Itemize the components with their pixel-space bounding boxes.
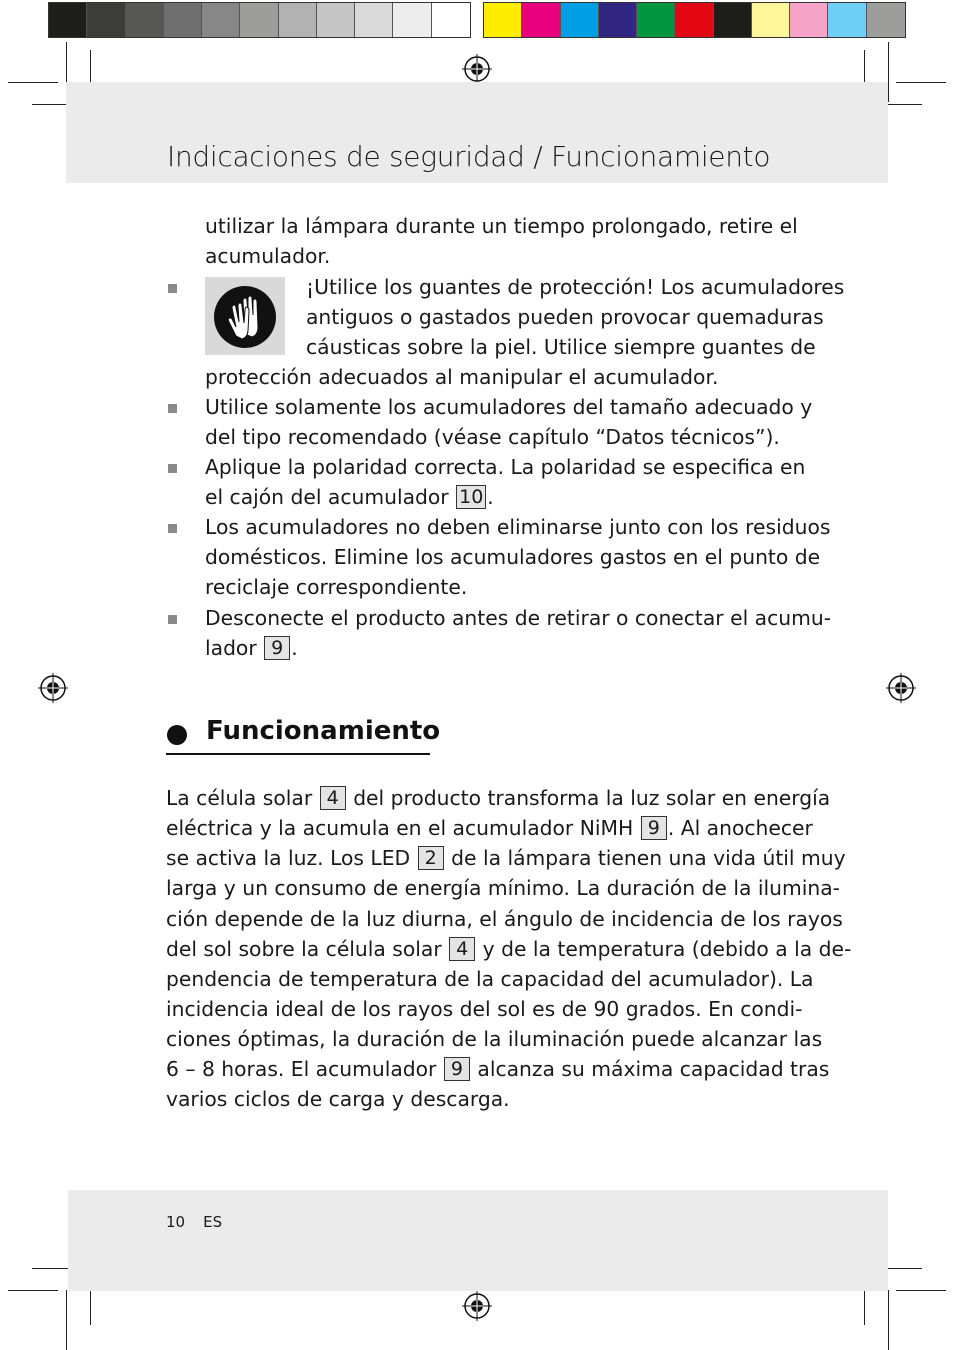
bullet-marker	[168, 404, 177, 413]
part-reference-badge: 9	[264, 636, 290, 660]
paragraph-line: ción depende de la luz diurna, el ángulo de incidencia de los rayos	[166, 907, 843, 931]
bullet-marker	[168, 284, 177, 293]
registration-mark-icon	[462, 1291, 492, 1321]
color-swatch	[561, 3, 599, 37]
color-swatch	[522, 3, 560, 37]
crop-mark	[66, 1290, 67, 1350]
page-title: Indicaciones de seguridad / Funcionamiento	[167, 140, 771, 173]
text-fragment: del sol sobre la célula solar	[166, 937, 442, 961]
paragraph-line: utilizar la lámpara durante un tiempo prolongado, retire el	[205, 214, 798, 238]
footer-band	[68, 1190, 888, 1291]
protective-gloves-icon	[205, 277, 285, 355]
paragraph-line: acumulador.	[205, 244, 331, 268]
part-reference-badge: 9	[641, 816, 667, 840]
crop-mark	[864, 1285, 865, 1325]
paragraph-line: protección adecuados al manipular el acumulador.	[205, 365, 719, 389]
color-swatch	[790, 3, 828, 37]
bullet-marker	[168, 524, 177, 533]
text-fragment: La célula solar	[166, 786, 313, 810]
text-fragment: 6 – 8 horas. El acumulador	[166, 1057, 437, 1081]
section-underline	[166, 753, 430, 755]
paragraph-line: pendencia de temperatura de la capacidad del acumulador). La	[166, 967, 814, 991]
bullet-marker	[168, 615, 177, 624]
section-bullet-icon	[167, 725, 187, 745]
paragraph-line	[205, 482, 494, 512]
bullet-marker	[168, 464, 177, 473]
color-swatch	[87, 3, 125, 37]
page-number: 10	[166, 1213, 186, 1231]
crop-mark	[32, 1268, 72, 1269]
paragraph-line: Desconecte el producto antes de retirar o conectar el acumu-	[205, 606, 832, 630]
part-reference-badge: 10	[456, 485, 486, 509]
paragraph-line: incidencia ideal de los rayos del sol es de 90 grados. En condi-	[166, 997, 803, 1021]
paragraph-line: del tipo recomendado (véase capítulo “Datos técnicos”).	[205, 425, 780, 449]
text-fragment: y de la temperatura (debido a la de-	[482, 937, 852, 961]
paragraph-line: Aplique la polaridad correcta. La polaridad se especifica en	[205, 455, 806, 479]
color-swatch	[828, 3, 866, 37]
color-swatch	[867, 3, 905, 37]
section-heading: Funcionamiento	[206, 716, 441, 746]
crop-mark	[896, 82, 946, 83]
color-swatch	[202, 3, 240, 37]
color-swatch	[279, 3, 317, 37]
color-swatch	[599, 3, 637, 37]
crop-mark	[90, 1285, 91, 1325]
crop-mark	[882, 104, 922, 105]
color-swatch	[484, 3, 522, 37]
paragraph-line: varios ciclos de carga y descarga.	[166, 1087, 510, 1111]
crop-mark	[888, 1290, 889, 1350]
paragraph-line	[166, 813, 813, 843]
text-fragment: se activa la luz. Los LED	[166, 846, 411, 870]
color-swatch	[164, 3, 202, 37]
paragraph-line: domésticos. Elimine los acumuladores gastos en el punto de	[205, 545, 821, 569]
gloves-pictogram	[205, 277, 285, 355]
paragraph-line: Utilice solamente los acumuladores del tamaño adecuado y	[205, 395, 813, 419]
paragraph-line	[166, 783, 830, 813]
text-fragment: .	[487, 485, 494, 509]
crop-mark	[8, 1290, 58, 1291]
paragraph-line	[166, 1054, 829, 1084]
text-fragment: del producto transforma la luz solar en energía	[353, 786, 831, 810]
crop-mark	[882, 1268, 922, 1269]
color-swatch	[355, 3, 393, 37]
paragraph-line: antiguos o gastados pueden provocar quemaduras	[306, 305, 824, 329]
part-reference-badge: 4	[449, 937, 475, 961]
grayscale-color-bar	[48, 2, 471, 38]
registration-mark-icon	[38, 673, 68, 703]
color-swatch	[752, 3, 790, 37]
color-swatch	[393, 3, 431, 37]
text-fragment: . Al anochecer	[667, 816, 813, 840]
paragraph-line	[166, 934, 851, 964]
text-fragment: .	[291, 636, 298, 660]
text-fragment: alcanza su máxima capacidad tras	[477, 1057, 830, 1081]
crop-mark	[8, 82, 58, 83]
crop-mark	[896, 1290, 946, 1291]
crop-mark	[888, 42, 889, 102]
part-reference-badge: 4	[320, 786, 346, 810]
text-fragment: de la lámpara tienen una vida útil muy	[451, 846, 846, 870]
footer	[166, 1213, 240, 1231]
registration-mark-icon	[886, 673, 916, 703]
paragraph-line	[166, 843, 846, 873]
paragraph-line	[205, 633, 298, 663]
paragraph-line: reciclaje correspondiente.	[205, 575, 468, 599]
process-color-bar	[483, 2, 906, 38]
color-swatch	[432, 3, 470, 37]
paragraph-line: cáusticas sobre la piel. Utilice siempre guantes de	[306, 335, 816, 359]
registration-mark-icon	[462, 54, 492, 84]
paragraph-line: ¡Utilice los guantes de protección! Los acumuladores	[306, 275, 845, 299]
text-fragment: lador	[205, 636, 257, 660]
language-code: ES	[203, 1213, 223, 1231]
part-reference-badge: 2	[418, 846, 444, 870]
text-fragment: el cajón del acumulador	[205, 485, 449, 509]
color-swatch	[317, 3, 355, 37]
color-swatch	[240, 3, 278, 37]
paragraph-line: larga y un consumo de energía mínimo. La duración de la ilumina-	[166, 876, 840, 900]
text-fragment: eléctrica y la acumula en el acumulador NiMH	[166, 816, 634, 840]
color-swatch	[126, 3, 164, 37]
color-swatch	[49, 3, 87, 37]
paragraph-line: ciones óptimas, la duración de la iluminación puede alcanzar las	[166, 1027, 823, 1051]
color-swatch	[675, 3, 713, 37]
color-swatch	[637, 3, 675, 37]
paragraph-line: Los acumuladores no deben eliminarse junto con los residuos	[205, 515, 831, 539]
part-reference-badge: 9	[444, 1057, 470, 1081]
color-swatch	[714, 3, 752, 37]
